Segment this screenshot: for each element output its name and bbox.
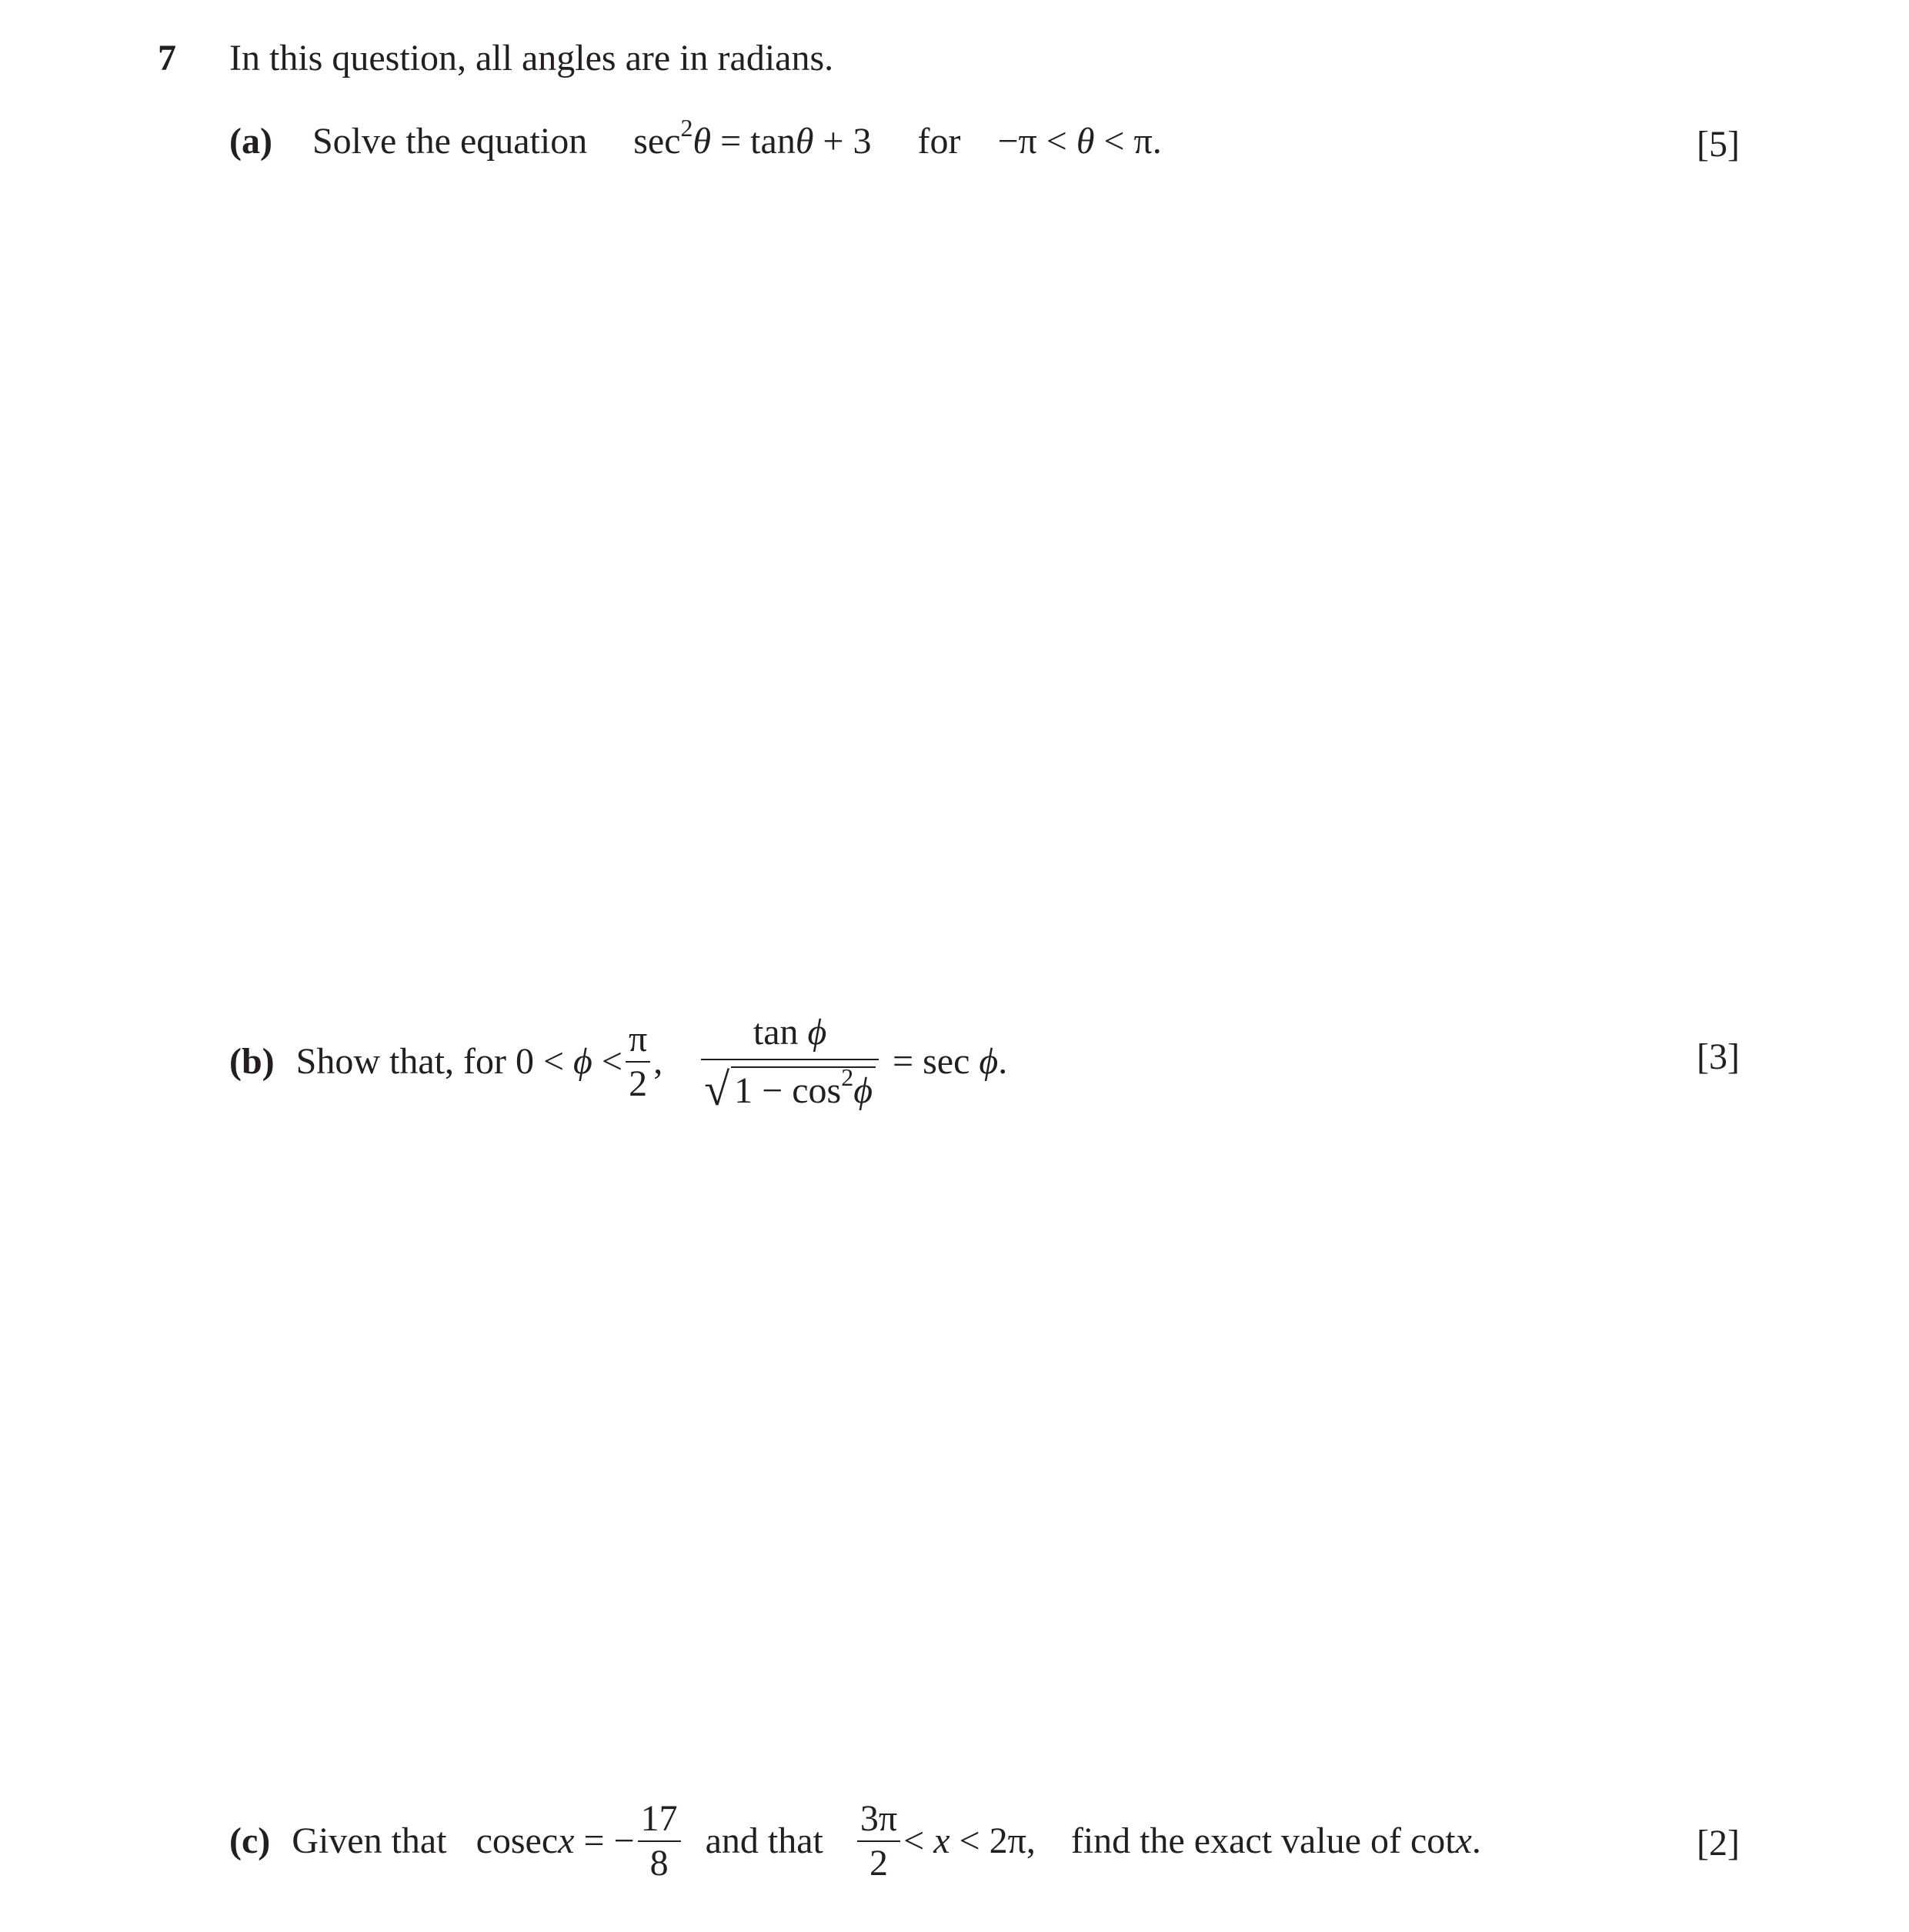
pi-over-2-fraction: $\frac{\pi}{2}$ [626,1021,650,1103]
part-c-range: < x < 2π, [903,1820,1036,1861]
part-c-text: Given that [292,1820,447,1861]
part-a-line [229,114,1162,162]
question-intro: In this question, all angles are in radians. [229,38,834,78]
part-a-for: for [917,121,961,162]
seventeen-over-eight-fraction: $\frac{17}{8}$ [638,1800,681,1882]
part-a-range: −π < θ < π. [997,121,1162,162]
sqrt-expression: √ $1 - \cos^2\phi$ [704,1063,876,1109]
part-c-line [229,1800,1481,1882]
part-b-rhs: = sec ϕ. [893,1041,1008,1082]
question-number: 7 [158,38,176,78]
part-a-text: Solve the equation [312,121,588,162]
part-c-label: (c) [229,1820,271,1861]
part-a-marks: [5] [1697,124,1740,165]
part-b-marks: [3] [1697,1036,1740,1077]
part-b-text: Show that, for 0 < ϕ < [295,1041,622,1082]
part-c-find: find the exact value of cotx. [1070,1820,1481,1861]
part-c-and-that: and that [705,1820,823,1861]
tan-over-sqrt-fraction: tan ϕ √ $1 - \cos^2\phi$ [701,1014,879,1109]
three-pi-over-two-fraction: $\frac{3\pi}{2}$ [857,1800,900,1882]
part-b-label: (b) [229,1041,275,1082]
part-b-line: (b) Show that, for 0 < ϕ < $\frac{\pi}{2}$ , tan ϕ √ $1 - \cos^2\phi$ = sec ϕ. [229,1012,1008,1115]
part-c-marks: [2] [1697,1823,1740,1864]
part-a-equation: $\sec^2\theta = \tan\theta + 3$ [633,114,872,162]
part-c-cosec: cosecx = − [476,1820,635,1861]
part-a-label: (a) [229,121,272,162]
